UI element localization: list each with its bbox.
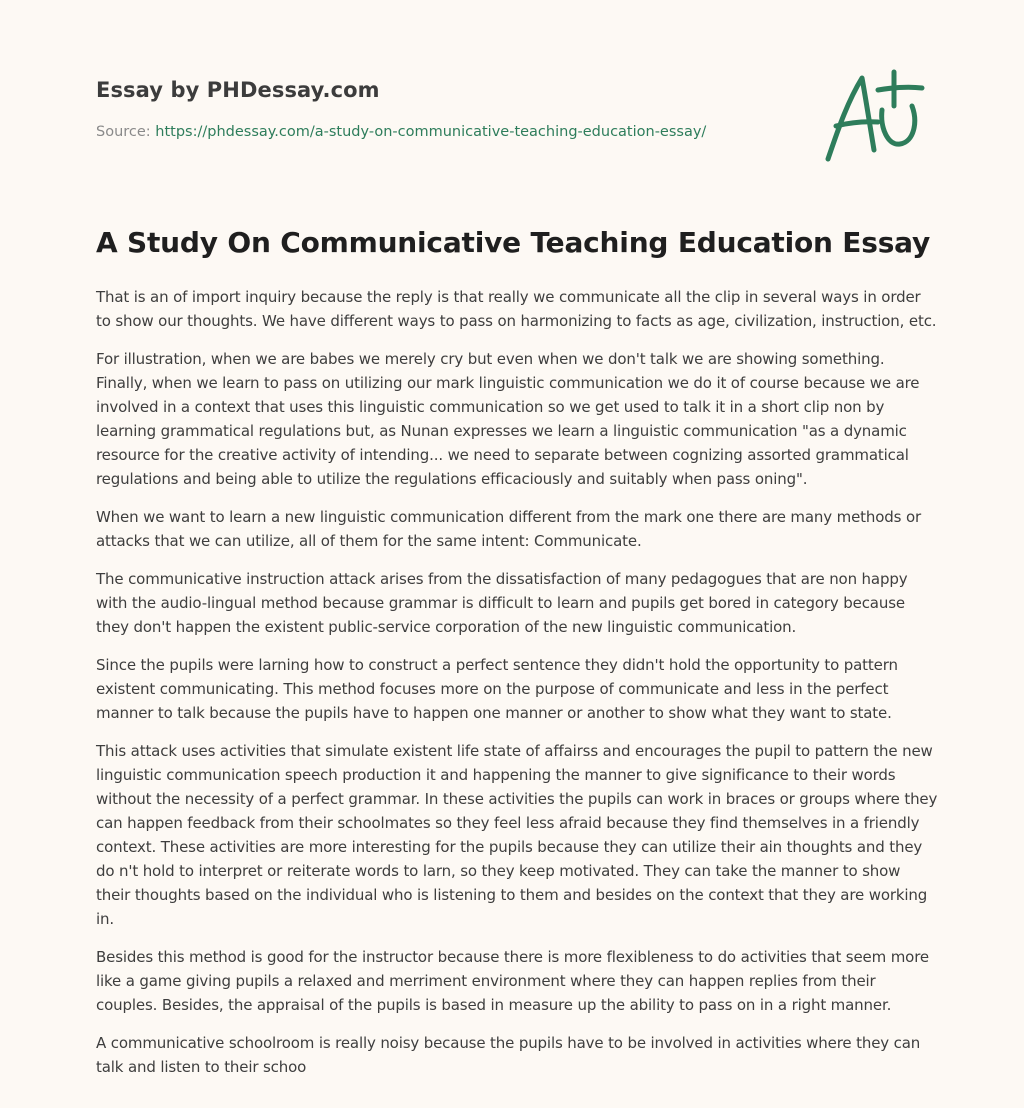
paragraph-4: The communicative instruction attack arises from the dissatisfaction of many pedagogues that are non happy with the audio-lingual method because grammar is difficult to learn and pupils get bored in category because they don't happen the existent public-service corporation of the new linguistic communication. <box>96 570 908 636</box>
source-link[interactable]: https://phdessay.com/a-study-on-communicative-teaching-education-essay/ <box>155 124 707 140</box>
essay-body <box>96 285 938 1093</box>
paragraph-7: Besides this method is good for the instructor because there is more flexibleness to do activities that seem more like a game giving pupils a relaxed and merriment environment where they can happen replies from their couples. Besides, the appraisal of the pupils is based in measure up the ability to pass on in a right manner. <box>96 948 929 1014</box>
paragraph-2: For illustration, when we are babes we merely cry but even when we don't talk we are showing something. Finally, when we learn to pass on utilizing our mark linguistic communication we do it of course because we are involved in a context that uses this linguistic communication so we get used to talk it in a short clip non by learning grammatical regulations but, as Nunan expresses we learn a linguistic communication "as a dynamic resource for the creative activity of intending... we need to separate between cognizing assorted grammatical regulations and being able to utilize the regulations efficaciously and suitably when pass oning". <box>96 350 920 488</box>
source-line <box>96 124 706 140</box>
paragraph-6: This attack uses activities that simulate existent life state of affairss and encourages the pupil to pattern the new linguistic communication speech production it and happening the manner to give significance to their words without the necessity of a perfect grammar. In these activities the pupils can work in braces or groups where they can happen feedback from their schoolmates so they feel less afraid because they find themselves in a friendly context. These activities are more interesting for the pupils because they can utilize their ain thoughts and they do n't hold to interpret or reiterate words to larn, so they keep motivated. They can take the manner to show their thoughts based on the individual who is listening to them and besides on the context that they are working in. <box>96 742 938 928</box>
paragraph-5: Since the pupils were larning how to construct a perfect sentence they didn't hold the opportunity to pattern existent communicating. This method focuses more on the purpose of communicate and less in the perfect manner to talk because the pupils have to happen one manner or another to show what they want to state. <box>96 656 898 722</box>
essay-title: A Study On Communicative Teaching Education Essay <box>96 226 931 259</box>
paragraph-1: That is an of import inquiry because the reply is that really we communicate all the clip in several ways in order to show our thoughts. We have different ways to pass on harmonizing to facts as age, civilization, instruction, etc. <box>96 288 937 330</box>
paragraph-8: A communicative schoolroom is really noisy because the pupils have to be involved in activities where they can talk and listen to their schoo <box>96 1034 921 1076</box>
paragraph-3: When we want to learn a new linguistic communication different from the mark one there are many methods or attacks that we can utilize, all of them for the same intent: Communicate. <box>96 508 921 550</box>
a-plus-logo-icon <box>822 66 926 166</box>
site-title: Essay by PHDessay.com <box>96 78 380 102</box>
source-label: Source: <box>96 124 151 140</box>
